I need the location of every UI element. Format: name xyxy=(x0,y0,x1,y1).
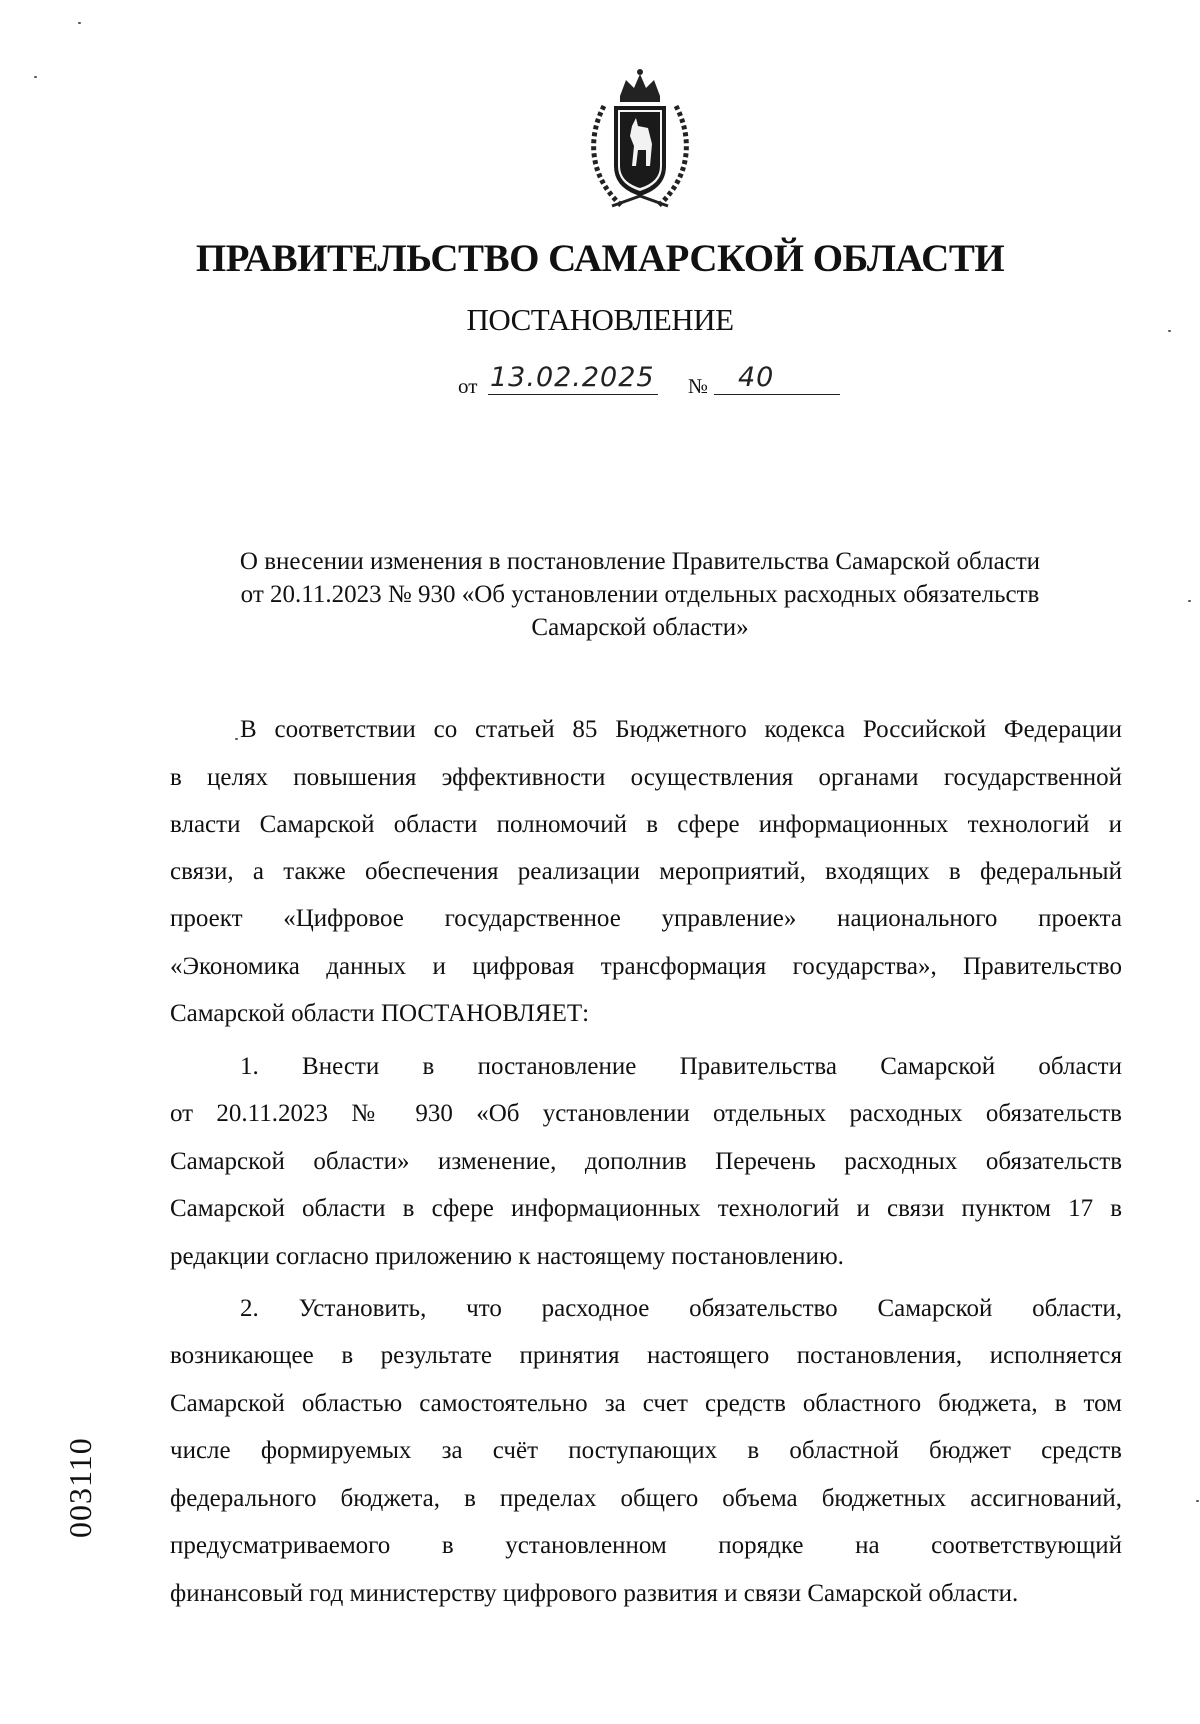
date-prefix: от xyxy=(458,374,478,398)
item2-line: возникающее в результате принятия настоящего постановления, исполняется xyxy=(170,1342,1122,1369)
item1-line: 1. Внести в постановление Правительства Самарской области xyxy=(240,1053,1122,1080)
body-line: «Экономика данных и цифровая трансформация государства», Правительство xyxy=(170,953,1122,980)
handwritten-date: 13.02.2025 xyxy=(490,362,655,393)
item2-line: Самарской областью самостоятельно за счет средств областного бюджета, в том xyxy=(170,1390,1122,1417)
scan-speck xyxy=(1168,330,1171,332)
item2-line: числе формируемых за счёт поступающих в областной бюджет средств xyxy=(170,1437,1122,1464)
handwritten-number: 40 xyxy=(738,362,775,393)
coat-of-arms-icon xyxy=(582,66,698,216)
scan-speck xyxy=(78,22,81,24)
scan-speck xyxy=(1196,1500,1199,1502)
item2-line: предусматриваемого в установленном порядке на соответствующий xyxy=(170,1532,1122,1559)
body-line: проект «Цифровое государственное управление» национального проекта xyxy=(170,905,1122,932)
item1-line: редакции согласно приложению к настоящему постановлению. xyxy=(170,1243,844,1270)
item1-line: Самарской области в сфере информационных технологий и связи пунктом 17 в xyxy=(170,1195,1122,1222)
date-number-line xyxy=(458,360,858,400)
scan-speck xyxy=(1188,600,1191,602)
date-underline xyxy=(488,394,658,395)
item2-line: финансовый год министерству цифрового развития и связи Самарской области. xyxy=(170,1580,1019,1607)
subject-line: от 20.11.2023 № 930 «Об установлении отдельных расходных обязательств xyxy=(240,581,1040,608)
scan-speck xyxy=(235,738,238,740)
item1-line: Самарской области» изменение, дополнив Перечень расходных обязательств xyxy=(170,1148,1122,1175)
body-line: власти Самарской области полномочий в сфере информационных технологий и xyxy=(170,811,1122,838)
government-title: ПРАВИТЕЛЬСТВО САМАРСКОЙ ОБЛАСТИ xyxy=(195,237,1005,280)
body-line: В соответствии со статьей 85 Бюджетного кодекса Российской Федерации xyxy=(240,716,1122,743)
margin-stamp-number: 003110 xyxy=(62,1437,98,1538)
body-line: Самарской области ПОСТАНОВЛЯЕТ: xyxy=(170,1000,590,1027)
subject-line: Самарской области» xyxy=(531,614,749,641)
number-prefix: № xyxy=(688,374,709,398)
document-subject xyxy=(170,545,1110,644)
item2-line: 2. Установить, что расходное обязательство Самарской области, xyxy=(240,1295,1122,1322)
item1-line: от 20.11.2023 № 930 «Об установлении отдельных расходных обязательств xyxy=(170,1100,1122,1127)
item2-line: федерального бюджета, в пределах общего объема бюджетных ассигнований, xyxy=(170,1485,1122,1512)
body-line: в целях повышения эффективности осуществления органами государственной xyxy=(170,764,1122,791)
body-line: связи, а также обеспечения реализации мероприятий, входящих в федеральный xyxy=(170,858,1122,885)
subject-line: О внесении изменения в постановление Правительства Самарской области xyxy=(239,548,1041,575)
document-type: ПОСТАНОВЛЕНИЕ xyxy=(466,302,734,337)
number-underline xyxy=(714,394,840,395)
scan-speck xyxy=(34,76,37,78)
